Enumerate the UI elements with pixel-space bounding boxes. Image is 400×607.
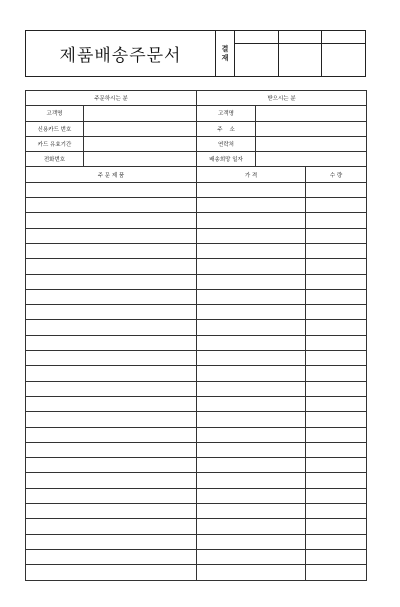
item-row: [26, 335, 367, 350]
order-form-table: [25, 90, 367, 581]
item-quantity-cell[interactable]: [306, 198, 367, 213]
item-row: [26, 305, 367, 320]
item-price-cell[interactable]: [197, 427, 306, 442]
item-quantity-cell[interactable]: [306, 289, 367, 304]
item-price-cell[interactable]: [197, 274, 306, 289]
item-product-cell[interactable]: [26, 243, 197, 258]
item-product-cell[interactable]: [26, 366, 197, 381]
item-quantity-cell[interactable]: [306, 504, 367, 519]
item-quantity-cell[interactable]: [306, 228, 367, 243]
item-product-cell[interactable]: [26, 519, 197, 534]
item-price-cell[interactable]: [197, 305, 306, 320]
recipient-field-address[interactable]: [256, 121, 367, 136]
item-product-cell[interactable]: [26, 289, 197, 304]
items-header-quantity: 수 량: [306, 167, 367, 182]
item-row: [26, 381, 367, 396]
item-product-cell[interactable]: [26, 305, 197, 320]
item-row: [26, 458, 367, 473]
recipient-field-delivery-date[interactable]: [256, 152, 367, 167]
item-quantity-cell[interactable]: [306, 565, 367, 580]
item-row: [26, 228, 367, 243]
item-row: [26, 427, 367, 442]
item-product-cell[interactable]: [26, 504, 197, 519]
orderer-label-phone: 전화번호: [26, 152, 84, 167]
item-product-cell[interactable]: [26, 182, 197, 197]
item-row: [26, 565, 367, 580]
item-price-cell[interactable]: [197, 243, 306, 258]
item-quantity-cell[interactable]: [306, 351, 367, 366]
item-price-cell[interactable]: [197, 198, 306, 213]
item-price-cell[interactable]: [197, 259, 306, 274]
item-row: [26, 473, 367, 488]
item-quantity-cell[interactable]: [306, 442, 367, 457]
approval-cell-header-2: [278, 31, 322, 44]
item-product-cell[interactable]: [26, 458, 197, 473]
item-price-cell[interactable]: [197, 213, 306, 228]
item-row: [26, 243, 367, 258]
item-price-cell[interactable]: [197, 519, 306, 534]
item-row: [26, 351, 367, 366]
item-product-cell[interactable]: [26, 228, 197, 243]
item-row: [26, 504, 367, 519]
approval-cell-header-1: [235, 31, 279, 44]
item-price-cell[interactable]: [197, 366, 306, 381]
recipient-label-address: 주 소: [197, 121, 256, 136]
item-row: [26, 534, 367, 549]
item-row: [26, 274, 367, 289]
item-row: [26, 412, 367, 427]
orderer-field-card-number[interactable]: [84, 121, 197, 136]
recipient-label-name: 고객명: [197, 106, 256, 121]
recipient-label-contact: 연락처: [197, 136, 256, 151]
approval-label: [216, 31, 235, 77]
recipient-section-header: 받으시는 분: [197, 91, 367, 106]
item-quantity-cell[interactable]: [306, 182, 367, 197]
item-row: [26, 213, 367, 228]
item-price-cell[interactable]: [197, 412, 306, 427]
item-quantity-cell[interactable]: [306, 549, 367, 564]
item-price-cell[interactable]: [197, 534, 306, 549]
item-product-cell[interactable]: [26, 565, 197, 580]
item-quantity-cell[interactable]: [306, 473, 367, 488]
item-price-cell[interactable]: [197, 351, 306, 366]
item-product-cell[interactable]: [26, 259, 197, 274]
item-price-cell[interactable]: [197, 565, 306, 580]
item-price-cell[interactable]: [197, 549, 306, 564]
orderer-section-header: 주문하시는 분: [26, 91, 197, 106]
item-quantity-cell[interactable]: [306, 243, 367, 258]
item-product-cell[interactable]: [26, 549, 197, 564]
approval-sign-cell-2[interactable]: [278, 44, 322, 77]
items-header-price: 가 격: [197, 167, 306, 182]
orderer-label-name: 고객명: [26, 106, 84, 121]
item-price-cell[interactable]: [197, 320, 306, 335]
items-header-product: 주 문 제 품: [26, 167, 197, 182]
item-row: [26, 549, 367, 564]
item-price-cell[interactable]: [197, 442, 306, 457]
orderer-field-name[interactable]: [84, 106, 197, 121]
item-product-cell[interactable]: [26, 335, 197, 350]
item-quantity-cell[interactable]: [306, 534, 367, 549]
item-product-cell[interactable]: [26, 473, 197, 488]
item-price-cell[interactable]: [197, 228, 306, 243]
item-product-cell[interactable]: [26, 396, 197, 411]
item-quantity-cell[interactable]: [306, 412, 367, 427]
item-price-cell[interactable]: [197, 458, 306, 473]
recipient-field-name[interactable]: [256, 106, 367, 121]
orderer-label-card-expiry: 카드 유효기간: [26, 136, 84, 151]
item-product-cell[interactable]: [26, 381, 197, 396]
item-price-cell[interactable]: [197, 289, 306, 304]
item-row: [26, 182, 367, 197]
item-row: [26, 289, 367, 304]
item-product-cell[interactable]: [26, 213, 197, 228]
item-row: [26, 519, 367, 534]
approval-label-line1: 결: [221, 44, 229, 53]
orderer-field-card-expiry[interactable]: [84, 136, 197, 151]
document-title: 제품배송주문서: [25, 30, 216, 77]
item-product-cell[interactable]: [26, 198, 197, 213]
orderer-field-phone[interactable]: [84, 152, 197, 167]
item-quantity-cell[interactable]: [306, 427, 367, 442]
item-row: [26, 259, 367, 274]
item-quantity-cell[interactable]: [306, 381, 367, 396]
item-product-cell[interactable]: [26, 427, 197, 442]
approval-table: [215, 30, 366, 77]
item-product-cell[interactable]: [26, 274, 197, 289]
approval-cell-header-3: [322, 31, 366, 44]
item-quantity-cell[interactable]: [306, 259, 367, 274]
item-quantity-cell[interactable]: [306, 519, 367, 534]
item-product-cell[interactable]: [26, 534, 197, 549]
orderer-label-card-number: 신용카드 번호: [26, 121, 84, 136]
item-quantity-cell[interactable]: [306, 458, 367, 473]
approval-sign-cell-3[interactable]: [322, 44, 366, 77]
item-quantity-cell[interactable]: [306, 396, 367, 411]
recipient-label-delivery-date: 배송희망 일자: [197, 152, 256, 167]
approval-label-line2: 재: [221, 53, 229, 62]
item-price-cell[interactable]: [197, 504, 306, 519]
item-price-cell[interactable]: [197, 381, 306, 396]
item-quantity-cell[interactable]: [306, 274, 367, 289]
item-product-cell[interactable]: [26, 488, 197, 503]
recipient-field-contact[interactable]: [256, 136, 367, 151]
item-price-cell[interactable]: [197, 335, 306, 350]
item-product-cell[interactable]: [26, 320, 197, 335]
item-price-cell[interactable]: [197, 488, 306, 503]
item-price-cell[interactable]: [197, 396, 306, 411]
item-product-cell[interactable]: [26, 351, 197, 366]
item-price-cell[interactable]: [197, 473, 306, 488]
item-quantity-cell[interactable]: [306, 366, 367, 381]
item-row: [26, 488, 367, 503]
item-quantity-cell[interactable]: [306, 305, 367, 320]
approval-sign-cell-1[interactable]: [235, 44, 279, 77]
item-row: [26, 396, 367, 411]
item-quantity-cell[interactable]: [306, 335, 367, 350]
item-product-cell[interactable]: [26, 412, 197, 427]
item-product-cell[interactable]: [26, 442, 197, 457]
item-quantity-cell[interactable]: [306, 213, 367, 228]
item-quantity-cell[interactable]: [306, 320, 367, 335]
item-row: [26, 198, 367, 213]
item-quantity-cell[interactable]: [306, 488, 367, 503]
item-row: [26, 366, 367, 381]
item-row: [26, 442, 367, 457]
item-price-cell[interactable]: [197, 182, 306, 197]
item-row: [26, 320, 367, 335]
